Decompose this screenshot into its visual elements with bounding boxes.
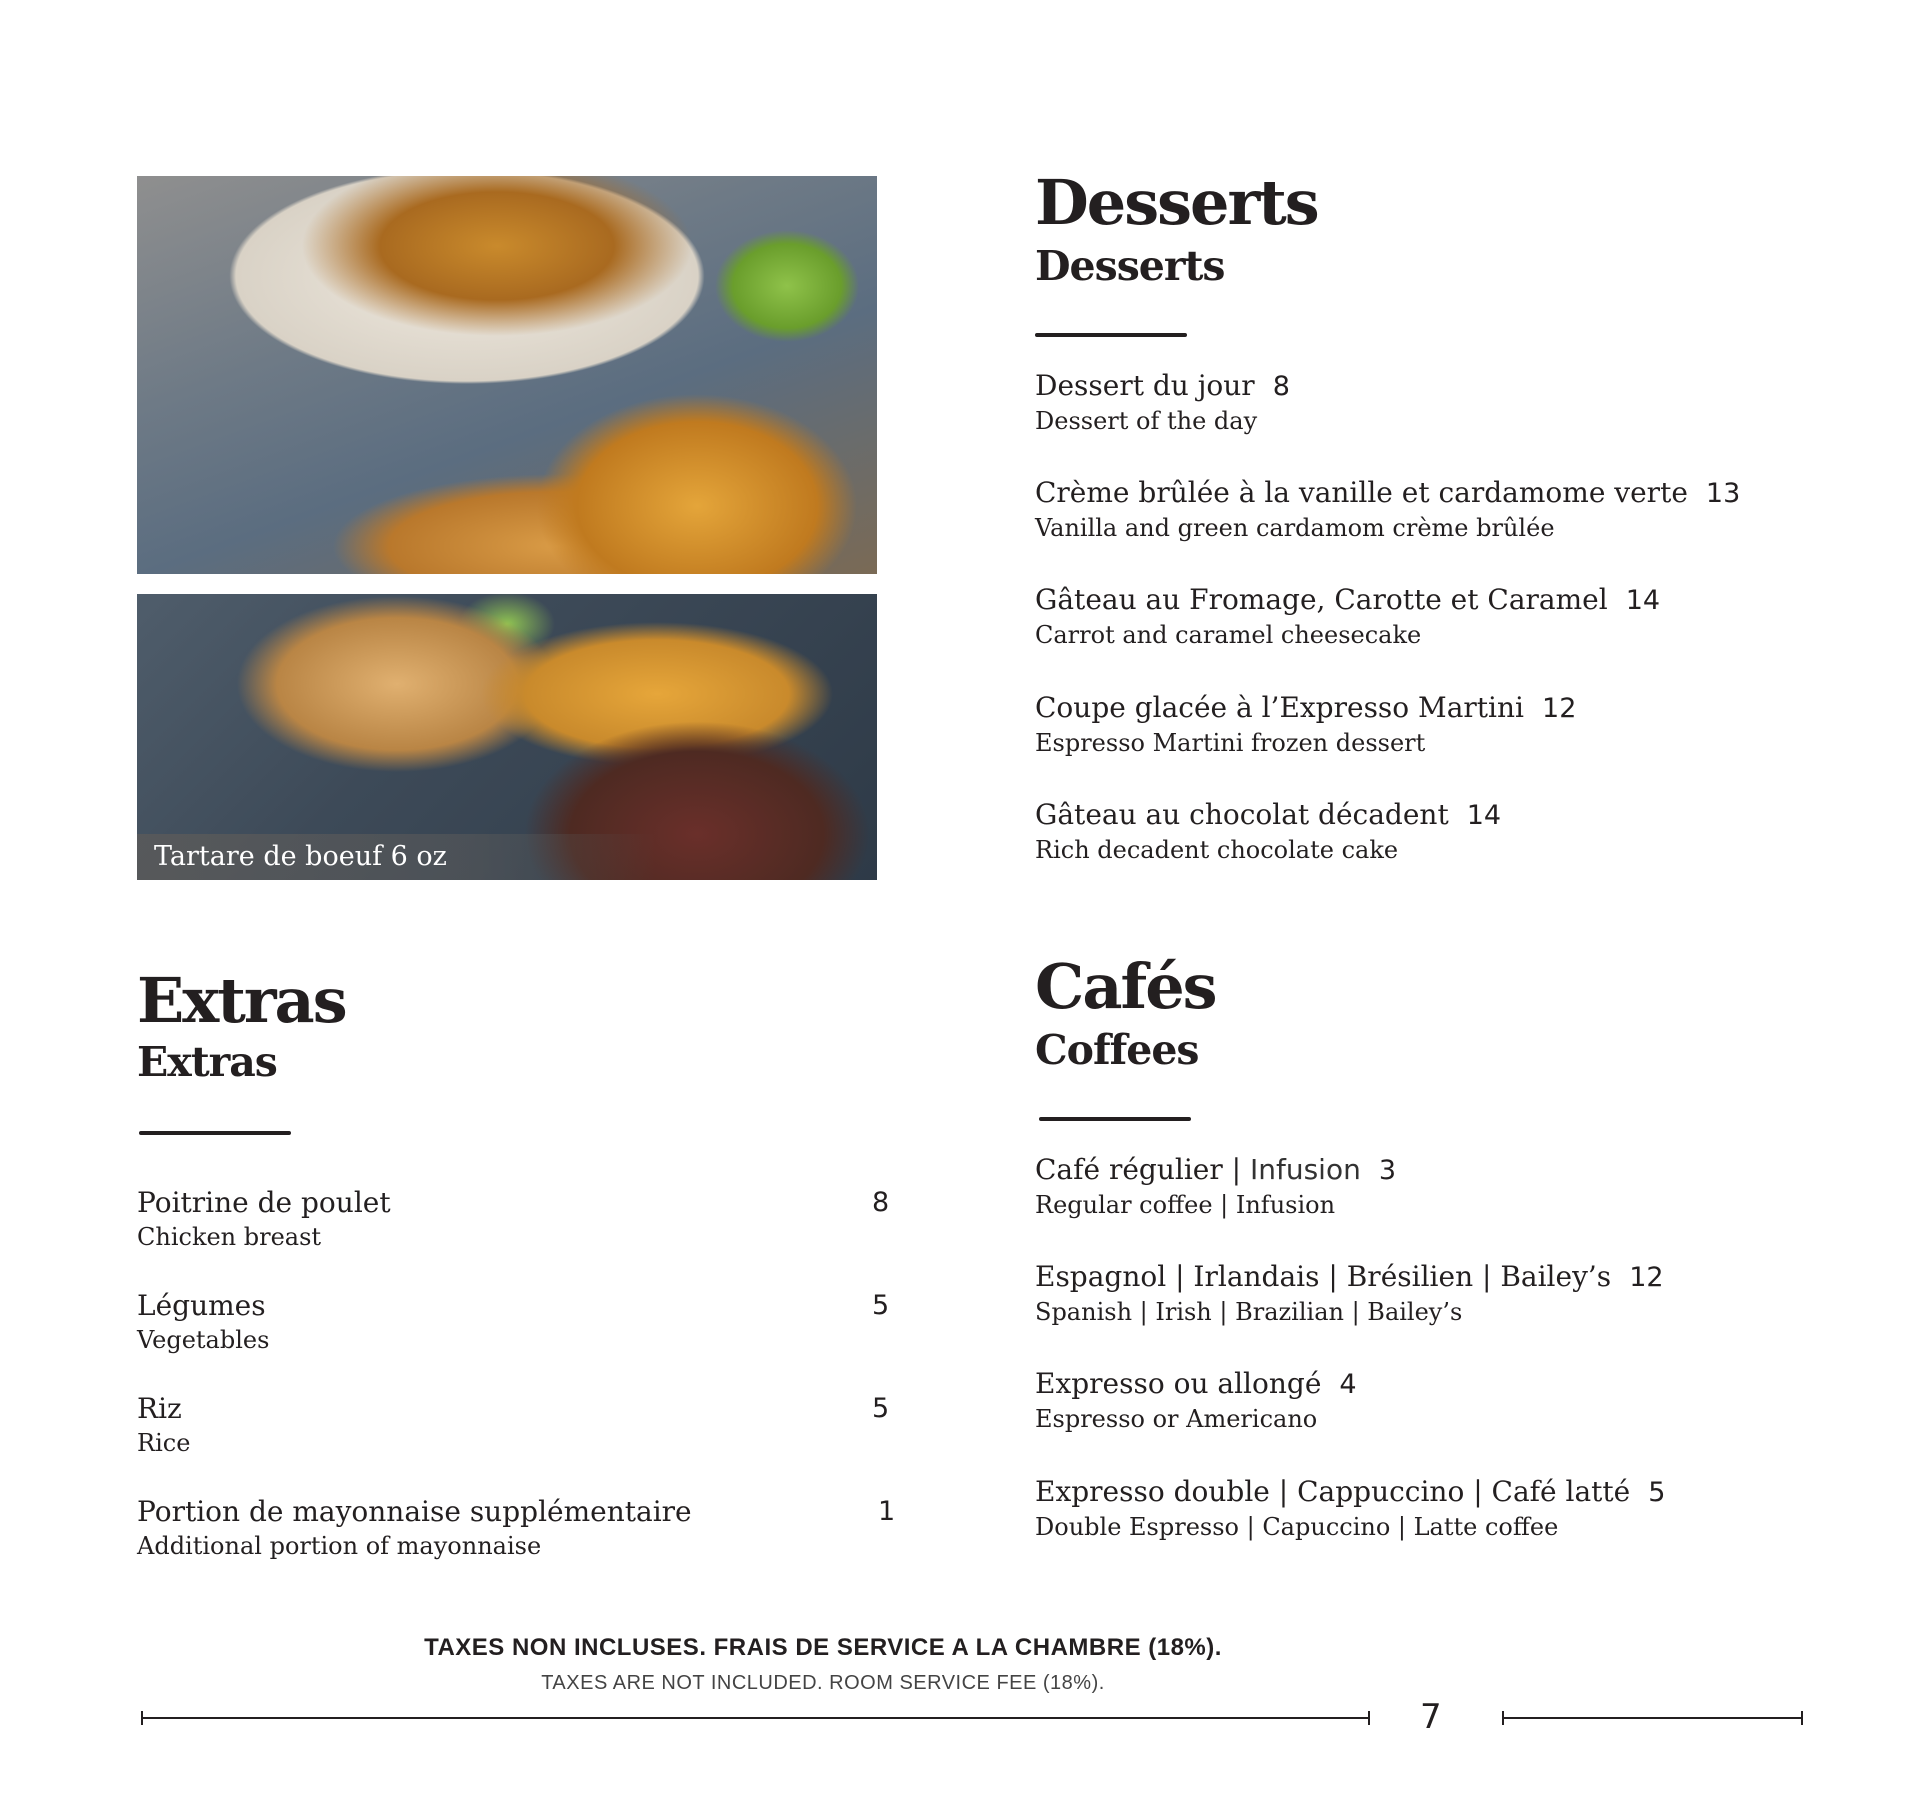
item-name-fr: Coupe glacée à l’Expresso Martini xyxy=(1035,691,1525,724)
tax-note-fr: TAXES NON INCLUSES. FRAIS DE SERVICE A LA CHAMBRE (18%). xyxy=(424,1634,1222,1661)
menu-item xyxy=(1035,1474,1665,1543)
item-price: 1 xyxy=(878,1496,896,1527)
item-name-en: Dessert of the day xyxy=(1035,407,1258,435)
item-price: 8 xyxy=(872,1187,890,1218)
menu-item xyxy=(1035,797,1501,866)
extras-divider xyxy=(139,1131,291,1135)
menu-item xyxy=(137,1494,692,1562)
item-name-fr: Expresso ou allongé xyxy=(1035,1367,1322,1400)
menu-item xyxy=(1035,475,1740,544)
item-name-fr: Portion de mayonnaise supplémentaire xyxy=(137,1495,692,1528)
footer-rule-tick xyxy=(1801,1711,1803,1725)
item-name-en: Rice xyxy=(137,1429,191,1457)
item-price: 12 xyxy=(1542,693,1577,724)
footer-rule-tick xyxy=(1502,1711,1504,1725)
menu-photo-fries xyxy=(137,176,877,574)
item-name-fr: Légumes xyxy=(137,1289,266,1322)
item-name-en: Double Espresso | Capuccino | Latte coffee xyxy=(1035,1513,1559,1541)
item-name-en: Vegetables xyxy=(137,1326,270,1354)
menu-item xyxy=(137,1288,269,1356)
item-price: 14 xyxy=(1625,585,1661,616)
item-name-fr: Crème brûlée à la vanille et cardamome verte xyxy=(1035,476,1688,509)
item-name-fr: Gâteau au Fromage, Carotte et Caramel xyxy=(1035,583,1608,616)
cafes-subtitle: Coffees xyxy=(1035,1026,1199,1074)
item-name-en: Spanish | Irish | Brazilian | Bailey’s xyxy=(1035,1298,1463,1326)
item-name-en: Vanilla and green cardamom crème brûlée xyxy=(1035,514,1555,542)
desserts-title: Desserts xyxy=(1035,166,1318,239)
menu-item xyxy=(1035,1152,1396,1221)
item-name-en: Chicken breast xyxy=(137,1223,322,1251)
footer-rule-tick xyxy=(1368,1711,1370,1725)
item-name-en: Rich decadent chocolate cake xyxy=(1035,836,1399,864)
item-name-fr: Dessert du jour xyxy=(1035,369,1255,402)
item-name-fr: Espagnol | Irlandais | Brésilien | Bailey’s xyxy=(1035,1260,1612,1293)
menu-photo-tartare xyxy=(137,594,877,880)
item-name-en: Espresso Martini frozen dessert xyxy=(1035,729,1426,757)
item-name-fr: Poitrine de poulet xyxy=(137,1186,391,1219)
photo-caption: Tartare de boeuf 6 oz xyxy=(137,834,877,880)
item-price: 5 xyxy=(872,1393,890,1424)
menu-item xyxy=(137,1185,391,1253)
footer-rule-tick xyxy=(141,1711,143,1725)
item-price: 5 xyxy=(1648,1477,1666,1508)
desserts-subtitle: Desserts xyxy=(1035,242,1225,290)
item-price: 12 xyxy=(1629,1262,1664,1293)
item-name-en: Espresso or Americano xyxy=(1035,1405,1318,1433)
menu-item xyxy=(137,1391,190,1459)
item-name-fr: Expresso double | Cappuccino | Café latté xyxy=(1035,1475,1631,1508)
item-name-fr: Gâteau au chocolat décadent xyxy=(1035,798,1449,831)
page-number: 7 xyxy=(1420,1697,1442,1737)
menu-item xyxy=(1035,368,1290,437)
item-price: 5 xyxy=(872,1290,890,1321)
item-name-fr-light: Infusion xyxy=(1249,1153,1361,1186)
extras-heading xyxy=(137,964,346,1086)
footer-rule-left xyxy=(141,1717,1370,1719)
item-name-fr: Riz xyxy=(137,1392,182,1425)
item-name-en: Additional portion of mayonnaise xyxy=(137,1532,542,1560)
extras-subtitle: Extras xyxy=(137,1038,277,1086)
cafes-divider xyxy=(1039,1117,1191,1121)
item-name-en: Carrot and caramel cheesecake xyxy=(1035,621,1422,649)
desserts-heading xyxy=(1035,166,1318,290)
item-price: 8 xyxy=(1272,371,1290,402)
item-price: 14 xyxy=(1466,800,1502,831)
item-name-fr: Café régulier | xyxy=(1035,1153,1242,1186)
item-price: 4 xyxy=(1339,1369,1357,1400)
extras-title: Extras xyxy=(137,964,346,1037)
tax-note-en: TAXES ARE NOT INCLUDED. ROOM SERVICE FEE (18%). xyxy=(541,1672,1105,1694)
cafes-heading xyxy=(1035,950,1216,1074)
item-name-en: Regular coffee | Infusion xyxy=(1035,1191,1336,1219)
menu-item xyxy=(1035,1366,1357,1435)
item-price: 13 xyxy=(1705,478,1741,509)
cafes-title: Cafés xyxy=(1035,950,1216,1023)
menu-item xyxy=(1035,582,1660,651)
footer-rule-right xyxy=(1502,1717,1803,1719)
item-price: 3 xyxy=(1378,1155,1397,1186)
desserts-divider xyxy=(1035,333,1187,337)
menu-item xyxy=(1035,1259,1664,1328)
menu-item xyxy=(1035,690,1576,759)
